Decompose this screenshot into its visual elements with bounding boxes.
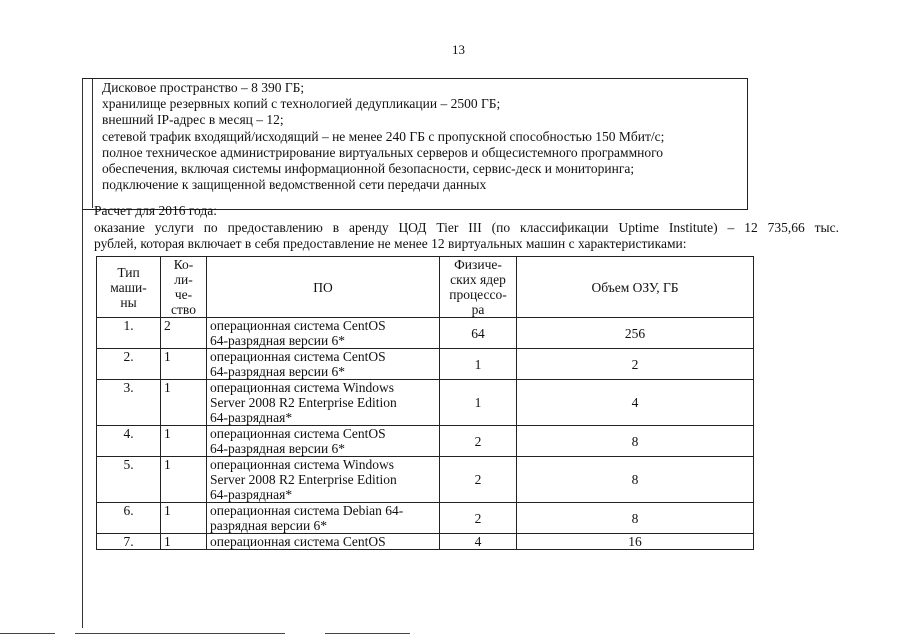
software-line: операционная система Windows xyxy=(210,457,395,472)
spec-line: подключение к защищенной ведомственной сети передачи данных xyxy=(102,177,487,193)
cell-software xyxy=(207,534,440,550)
cell-cores: 2 xyxy=(440,426,517,457)
table-row xyxy=(97,380,754,426)
footer-rule xyxy=(0,633,55,634)
software-line: 64-разрядная* xyxy=(210,410,293,425)
header-type: Тип маши- ны xyxy=(97,257,161,318)
cell-software xyxy=(207,426,440,457)
software-line: операционная система CentOS xyxy=(210,426,386,441)
software-line: Server 2008 R2 Enterprise Edition xyxy=(210,472,397,487)
cell-cores: 2 xyxy=(440,503,517,534)
vm-table xyxy=(96,256,754,550)
software-line: операционная система CentOS xyxy=(210,318,386,333)
cell-quantity: 2 xyxy=(161,318,207,349)
table-row xyxy=(97,318,754,349)
software-line: 64-разрядная версии 6* xyxy=(210,333,346,348)
calc-line: оказание услуги по предоставлению в аренду ЦОД Tier III (по классификации Uptime Institute) – 12 735,66 тыс. xyxy=(94,219,839,235)
header-software: ПО xyxy=(207,257,440,318)
spec-line: сетевой трафик входящий/исходящий – не менее 240 ГБ с пропускной способностью 150 Мбит/с; xyxy=(102,128,665,144)
cell-cores: 2 xyxy=(440,457,517,503)
calc-line: рублей, которая включает в себя предоставление не менее 12 виртуальных машин с характеристиками: xyxy=(94,236,687,251)
table-row xyxy=(97,503,754,534)
footer-rule xyxy=(75,633,285,634)
table-row xyxy=(97,457,754,503)
spec-line: полное техническое администрирование виртуальных серверов и общесистемного программного xyxy=(102,144,664,160)
cell-ram: 4 xyxy=(517,380,754,426)
spec-line: внешний IP-адрес в месяц – 12; xyxy=(102,112,284,128)
cell-cores: 1 xyxy=(440,349,517,380)
specs-list xyxy=(102,80,664,193)
calc-heading: Расчет для 2016 года: xyxy=(94,203,218,218)
cell-ram: 16 xyxy=(517,534,754,550)
software-line: операционная система Windows xyxy=(210,380,395,395)
cell-quantity: 1 xyxy=(161,457,207,503)
cell-quantity: 1 xyxy=(161,503,207,534)
table-row xyxy=(97,426,754,457)
software-line: 64-разрядная версии 6* xyxy=(210,441,346,456)
cell-cores: 4 xyxy=(440,534,517,550)
cell-ram: 2 xyxy=(517,349,754,380)
calculation-block xyxy=(94,203,839,253)
cell-number: 7. xyxy=(97,534,161,550)
spec-line: Дисковое пространство – 8 390 ГБ; xyxy=(102,80,305,95)
cell-cores: 1 xyxy=(440,380,517,426)
cell-ram: 8 xyxy=(517,426,754,457)
header-cores: Физиче- ских ядер процессо- ра xyxy=(440,257,517,318)
cell-quantity: 1 xyxy=(161,534,207,550)
page-number: 13 xyxy=(452,42,465,57)
cell-ram: 8 xyxy=(517,457,754,503)
header-ram: Объем ОЗУ, ГБ xyxy=(517,257,754,318)
cell-ram: 256 xyxy=(517,318,754,349)
software-line: Server 2008 R2 Enterprise Edition xyxy=(210,395,397,410)
software-line: операционная система Debian 64- xyxy=(210,503,404,518)
cell-software xyxy=(207,503,440,534)
table-row xyxy=(97,349,754,380)
cell-number: 4. xyxy=(97,426,161,457)
cell-software xyxy=(207,318,440,349)
spec-line: хранилище резервных копий с технологией дедупликации – 2500 ГБ; xyxy=(102,96,501,112)
cell-software xyxy=(207,349,440,380)
cell-quantity: 1 xyxy=(161,349,207,380)
spec-line: обеспечения, включая системы информационной безопасности, сервис-деск и мониторинга; xyxy=(102,161,635,177)
header-qty: Ко- ли- че- ство xyxy=(161,257,207,318)
cell-number: 5. xyxy=(97,457,161,503)
cell-software xyxy=(207,457,440,503)
cell-ram: 8 xyxy=(517,503,754,534)
table-header-row xyxy=(97,257,754,318)
footer-rule xyxy=(325,633,410,634)
cell-number: 2. xyxy=(97,349,161,380)
cell-number: 3. xyxy=(97,380,161,426)
software-line: 64-разрядная* xyxy=(210,487,293,502)
cell-quantity: 1 xyxy=(161,380,207,426)
cell-quantity: 1 xyxy=(161,426,207,457)
software-line: операционная система CentOS xyxy=(210,349,386,364)
cell-number: 6. xyxy=(97,503,161,534)
cell-cores: 64 xyxy=(440,318,517,349)
software-line: операционная система CentOS xyxy=(210,534,386,549)
table-row xyxy=(97,534,754,550)
software-line: 64-разрядная версии 6* xyxy=(210,364,346,379)
cell-number: 1. xyxy=(97,318,161,349)
software-line: разрядная версии 6* xyxy=(210,518,328,533)
cell-software xyxy=(207,380,440,426)
